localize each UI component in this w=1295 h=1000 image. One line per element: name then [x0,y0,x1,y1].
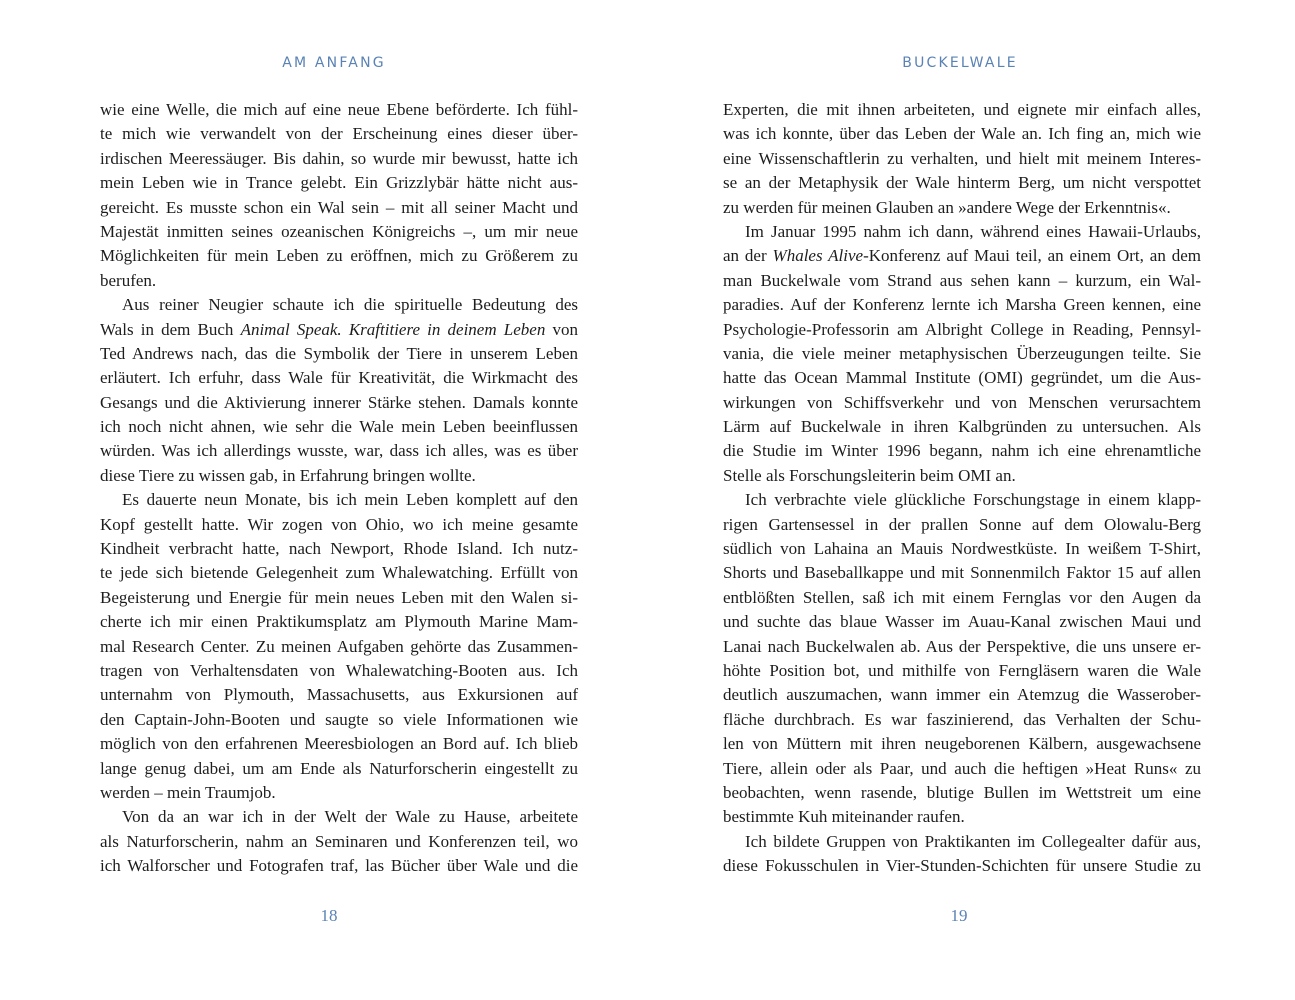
text-line [100,318,578,342]
text-line: würden. Was ich allerdings wusste, war, dass ich alles, was es über [100,441,578,461]
text-line: Gesangs und die Aktivierung innerer Stärke stehen. Damals konnte [100,392,578,412]
text-line: wirkungen von Schiffsverkehr und von Menschen verursachtem [723,392,1201,412]
text-line: Shorts und Baseballkappe und mit Sonnenmilch Faktor 15 auf allen [723,563,1201,583]
text-line: Kindheit verbracht hatte, nach Newport, Rhode Island. Ich nutz- [100,539,578,559]
text-line: erläutert. Ich erfuhr, dass Wale für Kreativität, die Wirkmacht des [100,368,578,388]
text-line: Lanai nach Buckelwalen ab. Aus der Perspektive, die uns unsere er- [723,636,1201,656]
text-line: werden – mein Traumjob. [100,782,276,802]
text-line: len von Müttern mit ihren neugeborenen Kälbern, ausgewachsene [723,734,1201,754]
book-title: Animal Speak. Kraftitiere in deinem Leben [240,319,546,339]
text-line: Begeisterung und Energie für mein neues Leben mit den Walen si- [100,587,578,607]
text-line: Im Januar 1995 nahm ich dann, während eines Hawaii-Urlaubs, [745,221,1201,241]
text-line: als Naturforscherin, nahm an Seminaren und Konferenzen teil, wo [100,831,578,851]
text-line: paradies. Auf der Konferenz lernte ich Marsha Green kennen, eine [723,295,1201,315]
text-line: und suchte das blaue Wasser im Auau-Kanal zwischen Maui und [723,612,1201,632]
text-line: diese Tiere zu wissen gab, in Erfahrung bringen wollte. [100,465,476,485]
left-page [100,0,578,1000]
text-run: an der [723,246,773,266]
text-line: Ted Andrews nach, das die Symbolik der Tiere in unserem Leben [100,343,578,363]
text-line: Majestät inmitten seines ozeanischen Königreichs –, um mir neue [100,221,578,241]
text-line: Tiere, allein oder als Paar, und auch die heftigen »Heat Runs« zu [723,758,1201,778]
text-line: berufen. [100,270,157,290]
text-line: diese Fokusschulen in Vier-Stunden-Schichten für unsere Studie zu [723,856,1201,876]
running-head: BUCKELWALE [902,55,1018,71]
text-line: was ich konnte, über das Leben der Wale an. Ich fing an, mich wie [723,124,1201,144]
text-line: tragen von Verhaltensdaten von Whalewatching-Booten aus. Ich [100,660,578,680]
text-line: te mich wie verwandelt von der Erscheinung eines dieser über- [100,124,578,144]
text-run: von [545,319,578,339]
right-page [723,0,1201,1000]
text-line: Stelle als Forschungsleiterin beim OMI an. [723,465,1016,485]
text-line: irdischen Meeressäuger. Bis dahin, so wurde mir bewusst, hatte ich [100,148,578,168]
text-line: mal Research Center. Zu meinen Aufgaben gehörte das Zusammen- [100,636,578,656]
text-line: den Captain-John-Booten und saugte so viele Informationen wie [100,709,578,729]
text-line: entblößten Stellen, saß ich mit einem Fernglas vor den Augen da [723,587,1201,607]
running-head: AM ANFANG [282,55,386,71]
text-line: mein Leben wie in Trance gelebt. Ein Grizzlybär hätte nicht aus- [100,173,578,193]
text-line: wie eine Welle, die mich auf eine neue Ebene beförderte. Ich fühl- [100,100,578,119]
text-line: Von da an war ich in der Welt der Wale zu Hause, arbeitete [122,807,578,827]
text-line: vania, die viele meiner metaphysischen Überzeugungen teilte. Sie [723,343,1201,363]
text-line: cherte ich mir einen Praktikumsplatz am Plymouth Marine Mam- [100,612,578,632]
page-body [100,98,578,879]
text-line: hatte das Ocean Mammal Institute (OMI) gegründet, um die Aus- [723,368,1201,388]
text-line: rigen Gartensessel in der prallen Sonne auf dem Olowalu-Berg [723,514,1201,534]
text-line: beobachten, wenn rasende, blutige Bullen im Wettstreit um eine [723,782,1201,802]
text-line: Aus reiner Neugier schaute ich die spirituelle Bedeutung des [122,295,578,315]
text-run: Wals in dem Buch [100,319,241,339]
text-line: Es dauerte neun Monate, bis ich mein Leben komplett auf den [122,490,578,510]
text-line: höhte Position bot, und mithilfe von Ferngläsern waren die Wale [723,660,1201,680]
book-title: Whales Alive [772,246,864,266]
text-line: möglich von den erfahrenen Meeresbiologen an Bord auf. Ich blieb [100,734,578,754]
text-line: gereicht. Es musste schon ein Wal sein – mit all seiner Macht und [100,197,578,217]
page-number: 18 [320,906,338,925]
text-line: südlich von Lahaina an Mauis Nordwestküste. In weißem T-Shirt, [723,539,1201,559]
text-line: deutlich auszumachen, wann immer ein Atemzug die Wasserober- [723,685,1201,705]
text-line: Ich bildete Gruppen von Praktikanten im Collegealter dafür aus, [745,831,1201,851]
text-run: -Konferenz auf Maui teil, an einem Ort, an dem [863,246,1201,266]
text-line: Experten, die mit ihnen arbeiteten, und eignete mir einfach alles, [723,100,1201,119]
text-line: Lärm auf Buckelwale in ihren Kalbgründen zu untersuchen. Als [723,417,1201,437]
text-line: zu werden für meinen Glauben an »andere Wege der Erkenntnis«. [723,197,1171,217]
text-line [723,244,1201,268]
text-line: Möglichkeiten für mein Leben zu eröffnen, mich zu Größerem zu [100,246,578,266]
text-line: se an der Metaphysik der Wale hinterm Berg, um nicht verspottet [723,173,1201,193]
text-line: lange genug dabei, um am Ende als Naturforscherin eingestellt zu [100,758,578,778]
text-line: man Buckelwale vom Strand aus sehen kann – kurzum, ein Wal- [723,270,1201,290]
text-line: eine Wissenschaftlerin zu verhalten, und hielt mit meinem Interes- [723,148,1201,168]
text-line: die Studie im Winter 1996 begann, nahm ich eine ehrenamtliche [723,441,1201,461]
text-line: Kopf gestellt hatte. Wir zogen von Ohio, wo ich meine gesamte [100,514,578,534]
text-line: Ich verbrachte viele glückliche Forschungstage in einem klapp- [745,490,1201,510]
text-line: ich noch nicht ahnen, wie sehr die Wale mein Leben beeinflussen [100,417,578,437]
text-line: ich Walforscher und Fotografen traf, las Bücher über Wale und die [100,856,578,876]
page-number: 19 [950,906,968,925]
page-body [723,98,1201,879]
text-line: Psychologie-Professorin am Albright College in Reading, Pennsyl- [723,319,1201,339]
text-line: unternahm von Plymouth, Massachusetts, aus Exkursionen auf [100,685,578,705]
text-line: bestimmte Kuh miteinander raufen. [723,807,965,827]
text-line: fläche durchbrach. Es war faszinierend, das Verhalten der Schu- [723,709,1201,729]
text-line: te jede sich bietende Gelegenheit zum Whalewatching. Erfüllt von [100,563,578,583]
